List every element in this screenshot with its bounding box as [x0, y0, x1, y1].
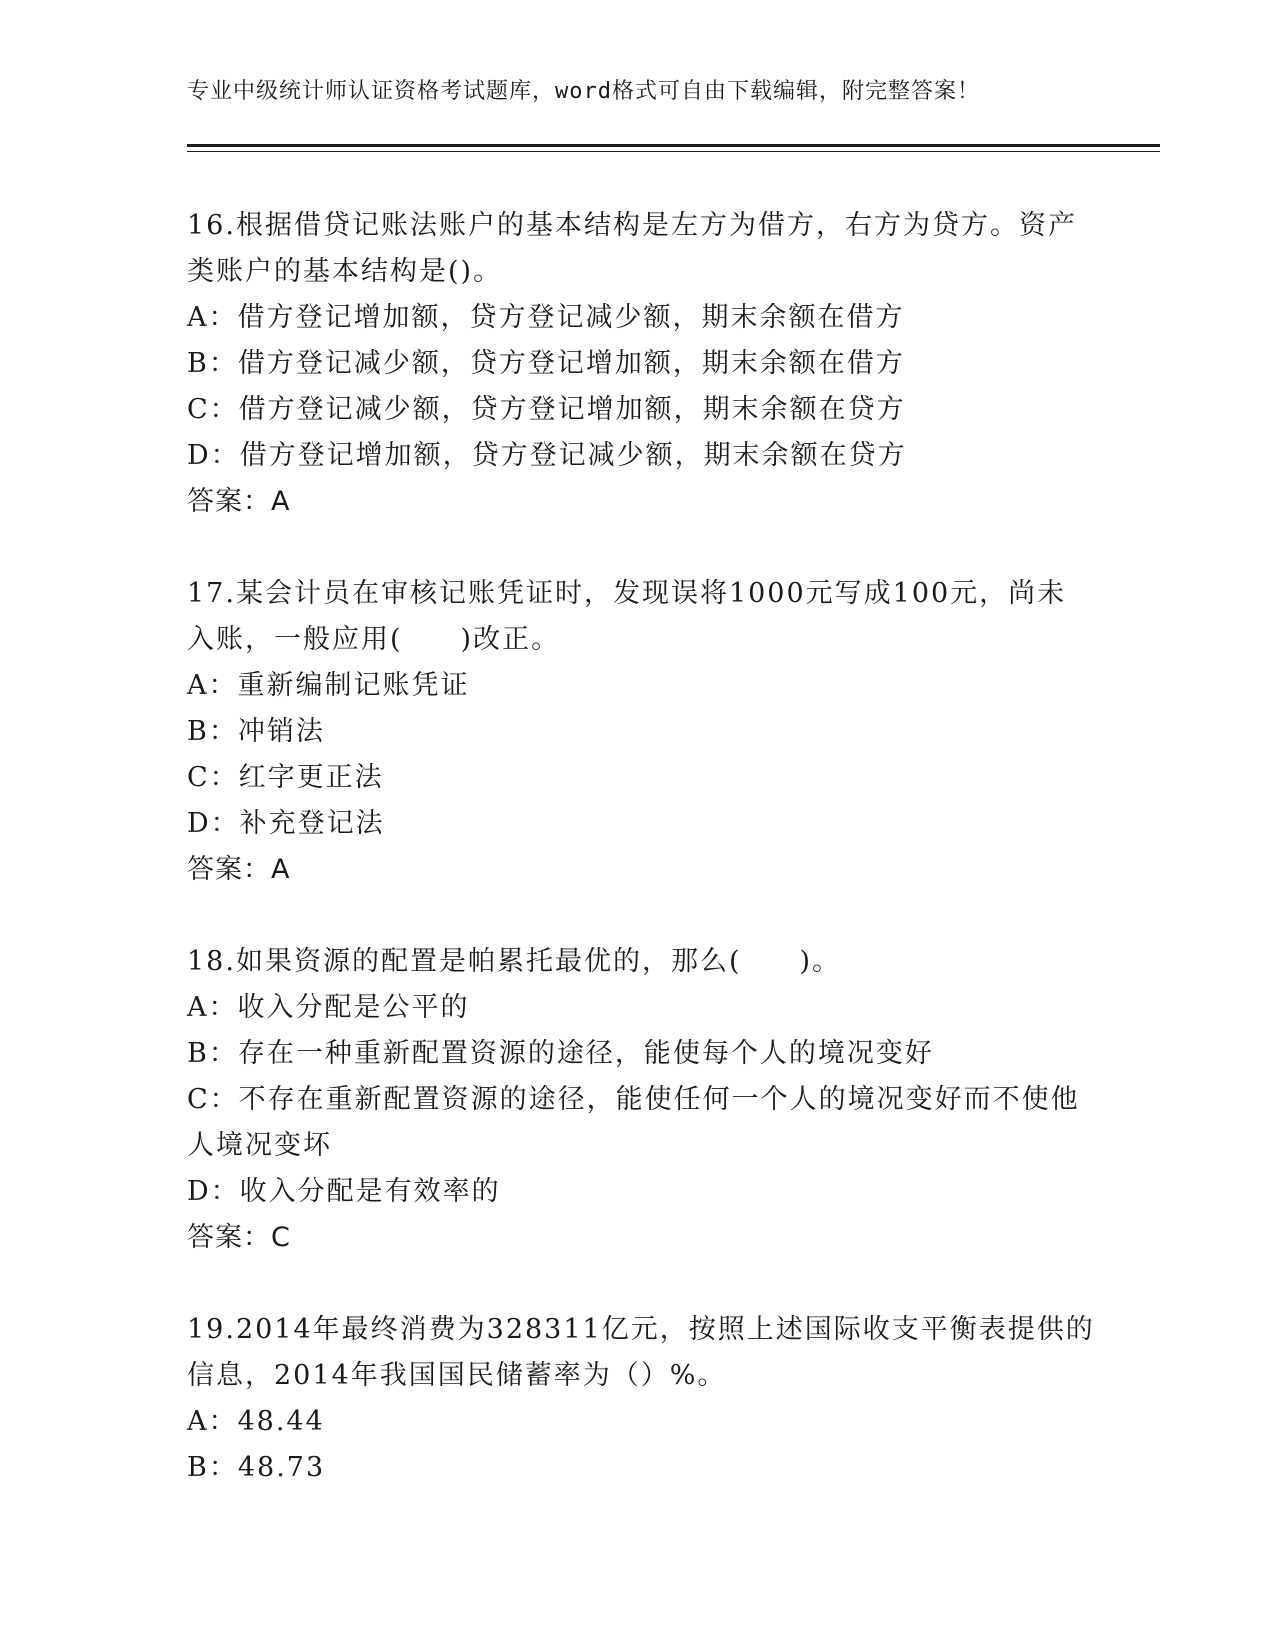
option-d: D：补充登记法 [187, 808, 385, 839]
option-a: A：收入分配是公平的 [187, 992, 470, 1023]
header-rule-thin [187, 151, 1160, 152]
header-rule-thick [187, 144, 1160, 147]
question-stem: 17.某会计员在审核记账凭证时，发现误将1000元写成100元，尚未 [187, 578, 1067, 609]
option-d: D：借方登记增加额，贷方登记减少额，期末余额在贷方 [187, 440, 907, 471]
answer: 答案：C [187, 1222, 291, 1253]
option-d: D：收入分配是有效率的 [187, 1176, 501, 1207]
option-a: A：重新编制记账凭证 [187, 670, 470, 701]
question-stem: 类账户的基本结构是()。 [187, 256, 503, 287]
option-b: B：借方登记减少额，贷方登记增加额，期末余额在借方 [187, 348, 905, 379]
question-18 [187, 939, 1087, 1261]
option-b: B：48.73 [187, 1452, 326, 1483]
page-header: 专业中级统计师认证资格考试题库，word格式可自由下载编辑，附完整答案！ [187, 79, 980, 104]
option-a: A：48.44 [187, 1406, 325, 1437]
question-list [187, 203, 1095, 1537]
question-19 [187, 1307, 1095, 1491]
question-16 [187, 203, 1087, 525]
question-stem: 19.2014年最终消费为328311亿元，按照上述国际收支平衡表提供的 [187, 1314, 1095, 1345]
option-b: B：冲销法 [187, 716, 325, 747]
answer: 答案：A [187, 486, 291, 517]
question-stem: 16.根据借贷记账法账户的基本结构是左方为借方，右方为贷方。资产 [187, 210, 1077, 241]
option-c: C：红字更正法 [187, 762, 384, 793]
question-stem: 18.如果资源的配置是帕累托最优的，那么( )。 [187, 946, 842, 977]
answer: 答案：A [187, 854, 291, 885]
option-c-continued: 人境况变坏 [187, 1130, 332, 1161]
question-17 [187, 571, 1087, 893]
question-stem: 信息，2014年我国国民储蓄率为（）%。 [187, 1360, 727, 1391]
option-c: C：借方登记减少额，贷方登记增加额，期末余额在贷方 [187, 394, 906, 425]
question-stem: 入账，一般应用( )改正。 [187, 624, 561, 655]
option-b: B：存在一种重新配置资源的途径，能使每个人的境况变好 [187, 1038, 934, 1069]
option-c: C：不存在重新配置资源的途径，能使任何一个人的境况变好而不使他 [187, 1084, 1080, 1115]
option-a: A：借方登记增加额，贷方登记减少额，期末余额在借方 [187, 302, 905, 333]
